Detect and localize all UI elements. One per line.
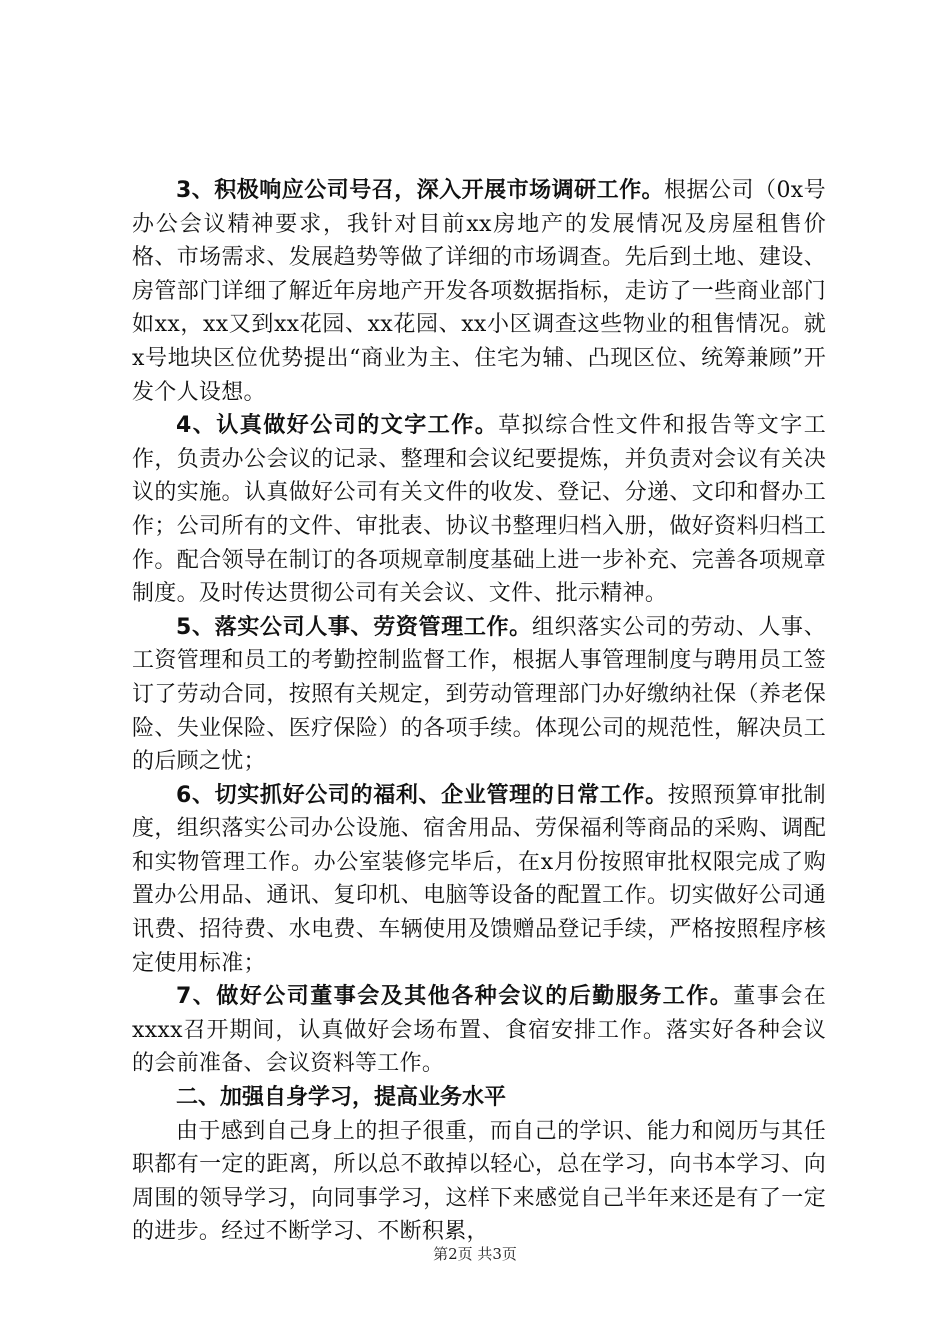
paragraph-text: 董事会在xxxx召开期间，认真做好会场布置、食宿安排工作。落实好各种会议的会前准备、会议资料等工作。 xyxy=(132,984,827,1077)
paragraph-welfare-management xyxy=(132,779,826,981)
paragraph-text: 草拟综合性文件和报告等文字工作，负责办公会议的记录、整理和会议纪要提炼，并负责对会议有关决议的实施。认真做好公司有关文件的收发、登记、分递、文印和督办工作；公司所有的文件、审批表、协议书整理归档入册，做好资料归档工作。配合领导在制订的各项规章制度基础上进一步补充、完善各项规章制度。及时传达贯彻公司有关会议、文件、批示精神。 xyxy=(132,413,826,607)
paragraph-lead: 6、切实抓好公司的福利、企业管理的日常工作。 xyxy=(176,782,668,808)
paragraph-self-study: 由于感到自己身上的担子很重，而自己的学识、能力和阅历与其任职都有一定的距离，所以总不敢掉以轻心，总在学习，向书本学习、向周围的领导学习，向同事学习，这样下来感觉自己半年来还是有了一定的进步。经过不断学习、不断积累， xyxy=(132,1118,826,1245)
document-body xyxy=(132,174,826,1249)
paragraph-text: 组织落实公司的劳动、人事、工资管理和员工的考勤控制监督工作，根据人事管理制度与聘用员工签订了劳动合同，按照有关规定，到劳动管理部门办好缴纳社保（养老保险、失业保险、医疗保险）的各项手续。体现公司的规范性，解决员工的后顾之忧； xyxy=(132,614,827,775)
paragraph-lead: 4、认真做好公司的文字工作。 xyxy=(176,413,499,439)
paragraph-text: 根据公司（0x号办公会议精神要求，我针对目前xx房地产的发展情况及房屋租售价格、市场需求、发展趋势等做了详细的市场调查。先后到土地、建设、房管部门详细了解近年房地产开发各项数据指标，走访了一些商业部门如xx，xx又到xx花园、xx花园、xx小区调查这些物业的租售情况。就x号地块区位优势提出“商业为主、住宅为辅、凸现区位、统筹兼顾”开发个人设想。 xyxy=(132,178,826,405)
paragraph-writing-work xyxy=(132,409,826,611)
paragraph-text: 按照预算审批制度，组织落实公司办公设施、宿舍用品、劳保福利等商品的采购、调配和实物管理工作。办公室装修完毕后，在x月份按照审批权限完成了购置办公用品、通讯、复印机、电脑等设备的配置工作。切实做好公司通讯费、招待费、水电费、车辆使用及馈赠品登记手续，严格按照程序核定使用标准； xyxy=(132,782,826,976)
paragraph-market-research xyxy=(132,174,826,409)
paragraph-lead: 5、落实公司人事、劳资管理工作。 xyxy=(176,614,532,640)
section-heading: 二、加强自身学习，提高业务水平 xyxy=(176,1085,507,1111)
paragraph-lead: 7、做好公司董事会及其他各种会议的后勤服务工作。 xyxy=(176,984,734,1010)
page-number-footer: 第2页 共3页 xyxy=(433,1245,517,1263)
paragraph-lead: 3、积极响应公司号召，深入开展市场调研工作。 xyxy=(176,178,665,203)
paragraph-hr-management xyxy=(132,611,826,779)
paragraph-board-logistics xyxy=(132,980,826,1081)
